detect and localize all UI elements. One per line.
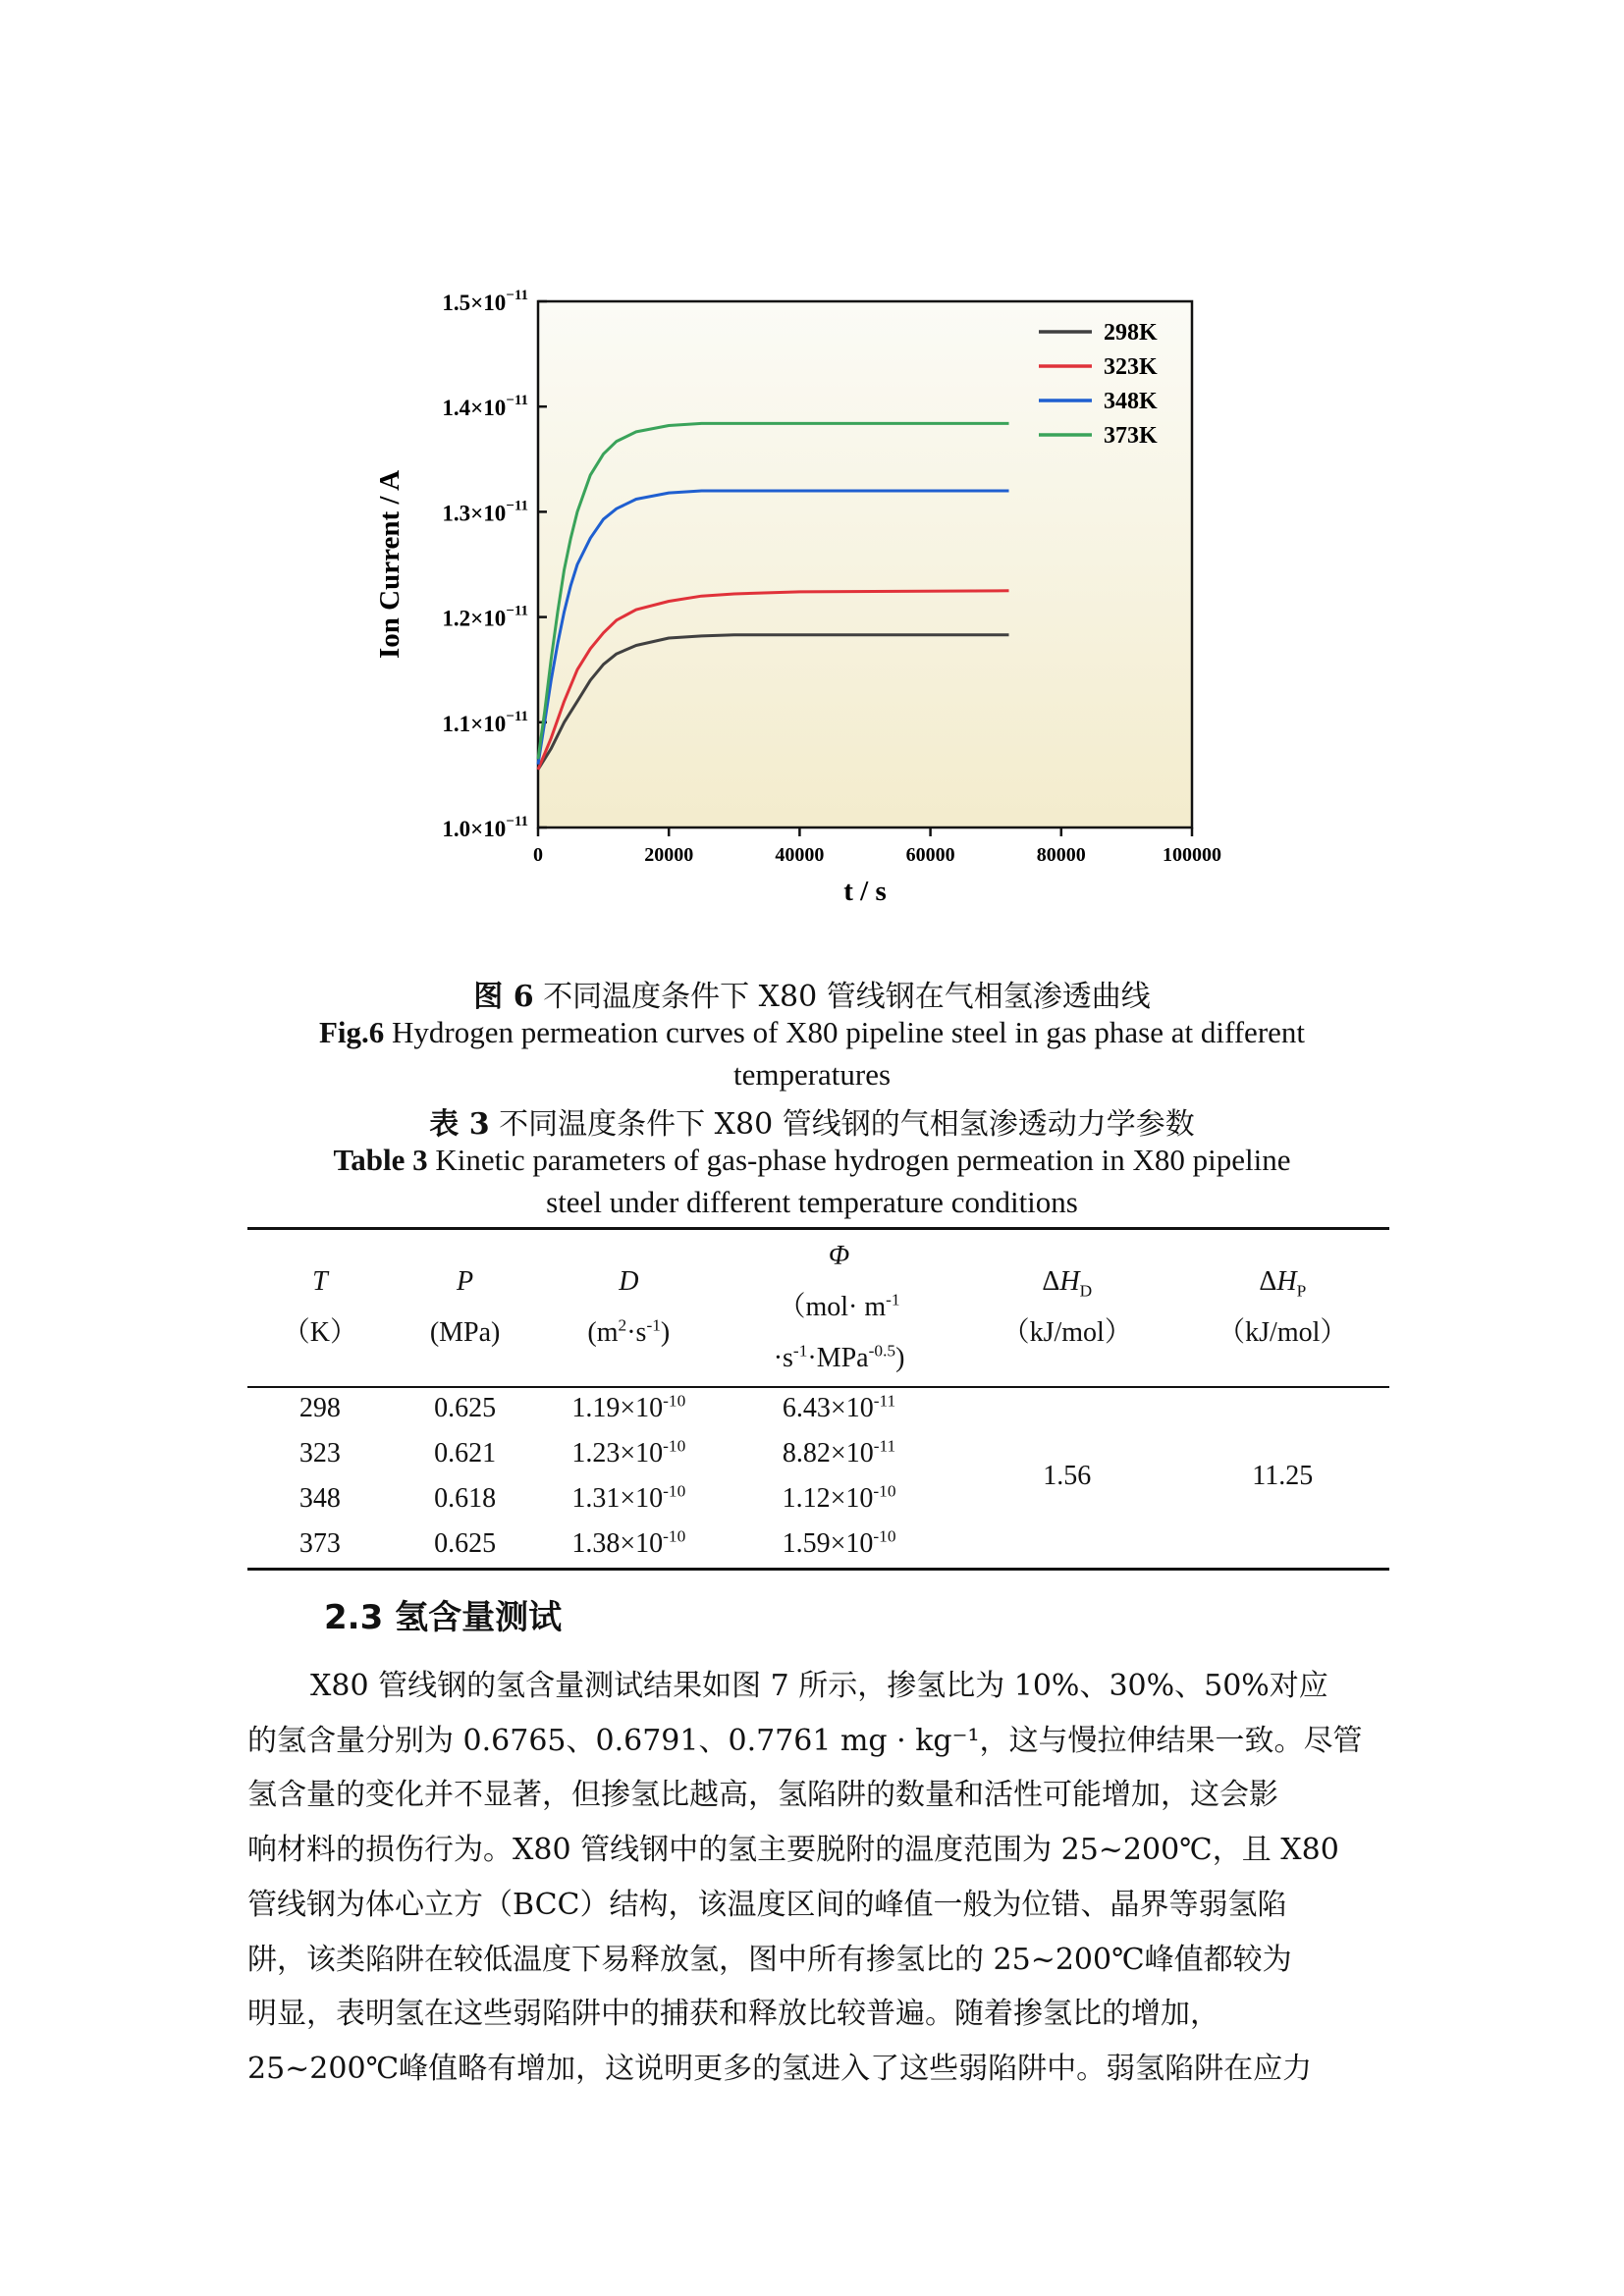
table-title-en-line1: Kinetic parameters of gas-phase hydrogen permeation in X80 pipeline [427, 1143, 1291, 1177]
header-delta-hd: $\Delta H_D$ （kJ/mol） [1001, 1266, 1132, 1348]
plot-area [538, 301, 1192, 828]
paragraph-line: 25~200℃峰值略有增加，这说明更多的氢进入了这些弱陷阱中。弱氢陷阱在应力 [247, 2051, 1313, 2086]
figure-caption-cn [0, 972, 1624, 1015]
cell-permeability: $1.12\times 10^{-10}$ [782, 1481, 896, 1514]
figure-label-en: Fig.6 [318, 1015, 385, 1049]
cell-temperature: 348 [298, 1483, 341, 1514]
legend-label: 373K [1104, 423, 1158, 449]
table-label-en: Table 3 [333, 1143, 428, 1177]
y-tick-label: $1.0\times 10^{-11}$ [442, 814, 528, 841]
cell-temperature: 298 [298, 1393, 341, 1423]
cell-pressure: 0.621 [434, 1438, 497, 1468]
cell-permeability: $6.43\times 10^{-11}$ [782, 1391, 896, 1423]
header-temperature: T （K） [282, 1266, 357, 1348]
cell-diffusion: $1.23\times 10^{-10}$ [571, 1436, 686, 1468]
header-delta-hp: $\Delta H_P$ （kJ/mol） [1218, 1266, 1348, 1348]
figure-title-cn: 不同温度条件下 X80 管线钢在气相氢渗透曲线 [543, 980, 1151, 1014]
table-bottom-rule [247, 1568, 1389, 1571]
y-tick-label: $1.2\times 10^{-11}$ [442, 603, 528, 631]
paragraph-line: 管线钢为体心立方（BCC）结构，该温度区间的峰值一般为位错、晶界等弱氢陷 [247, 1887, 1287, 1922]
x-tick-label: 60000 [905, 844, 955, 866]
y-axis-ticks [442, 288, 547, 841]
paragraph-line: 的氢含量分别为 0.6765、0.6791、0.7761 mg · kg⁻¹，这与慢拉伸结果一致。尽管 [247, 1723, 1363, 1758]
header-diffusion-coefficient: D $(m^2\cdot s^{-1})$ [587, 1266, 671, 1348]
cell-pressure: 0.625 [434, 1393, 497, 1423]
cell-pressure: 0.618 [434, 1483, 497, 1514]
x-axis-label: t / s [843, 876, 887, 907]
y-tick-label: $1.4\times 10^{-11}$ [442, 393, 528, 421]
figure-label-cn: 图 6 [473, 980, 534, 1014]
table-caption-en-line2: steel under different temperature conditions [546, 1185, 1078, 1219]
cell-delta-hp: 11.25 [1252, 1461, 1314, 1491]
cell-permeability: $1.59\times 10^{-10}$ [782, 1526, 896, 1559]
cell-diffusion: $1.31\times 10^{-10}$ [571, 1481, 686, 1514]
legend-label: 348K [1104, 389, 1158, 414]
table-row [247, 1386, 1389, 1431]
table-caption-en [0, 1143, 1624, 1178]
cell-pressure: 0.625 [434, 1528, 497, 1559]
paragraph-line: X80 管线钢的氢含量测试结果如图 7 所示，掺氢比为 10%、30%、50%对应 [310, 1669, 1328, 1703]
ion-current-chart [353, 285, 1237, 923]
y-tick-label: $1.5\times 10^{-11}$ [442, 288, 528, 315]
paragraph-line: 氢含量的变化并不显著，但掺氢比越高，氢陷阱的数量和活性可能增加，这会影 [247, 1778, 1278, 1813]
figure-caption-en-line2: temperatures [732, 1057, 892, 1092]
y-axis-label: Ion Current / A [374, 469, 406, 660]
cell-diffusion: $1.38\times 10^{-10}$ [571, 1526, 686, 1559]
legend-label: 298K [1104, 320, 1158, 346]
section-paragraph [247, 1659, 1389, 2097]
x-tick-label: 100000 [1163, 844, 1221, 866]
x-tick-label: 40000 [775, 844, 825, 866]
figure-title-en-line1: Hydrogen permeation curves of X80 pipeline steel in gas phase at different [384, 1015, 1306, 1049]
figure-caption-en [0, 1015, 1624, 1050]
paragraph-line: 响材料的损伤行为。X80 管线钢中的氢主要脱附的温度范围为 25~200℃，且 X80 [247, 1833, 1339, 1868]
header-pressure: P (MPa) [429, 1266, 501, 1348]
x-tick-label: 0 [533, 844, 543, 866]
cell-temperature: 373 [298, 1528, 341, 1559]
cell-diffusion: $1.19\times 10^{-10}$ [571, 1391, 686, 1423]
x-tick-label: 80000 [1036, 844, 1086, 866]
x-axis-ticks [533, 828, 1221, 866]
y-tick-label: $1.3\times 10^{-11}$ [442, 498, 528, 526]
cell-delta-hd: 1.56 [1043, 1461, 1092, 1491]
x-tick-label: 20000 [644, 844, 694, 866]
header-permeability: Φ （$mol\cdot m^{-1}$ $\cdot s^{-1}\cdot MPa^{-0.5}$) [773, 1241, 905, 1373]
kinetic-parameters-table [247, 1229, 1389, 1567]
legend-label: 323K [1104, 354, 1158, 380]
paragraph-line: 阱，该类陷阱在较低温度下易释放氢，图中所有掺氢比的 25~200℃峰值都较为 [247, 1942, 1292, 1977]
paragraph-line: 明显，表明氢在这些弱陷阱中的捕获和释放比较普遍。随着掺氢比的增加， [247, 1997, 1219, 2032]
y-tick-label: $1.1\times 10^{-11}$ [442, 708, 528, 736]
cell-temperature: 323 [298, 1438, 341, 1468]
table-caption-cn [0, 1099, 1624, 1143]
table-label-cn: 表 3 [429, 1107, 490, 1142]
cell-permeability: $8.82\times 10^{-11}$ [782, 1436, 896, 1468]
section-heading: 2.3 氢含量测试 [324, 1598, 563, 1637]
table-header-row [247, 1229, 1389, 1386]
table-title-cn: 不同温度条件下 X80 管线钢的气相氢渗透动力学参数 [499, 1107, 1195, 1142]
